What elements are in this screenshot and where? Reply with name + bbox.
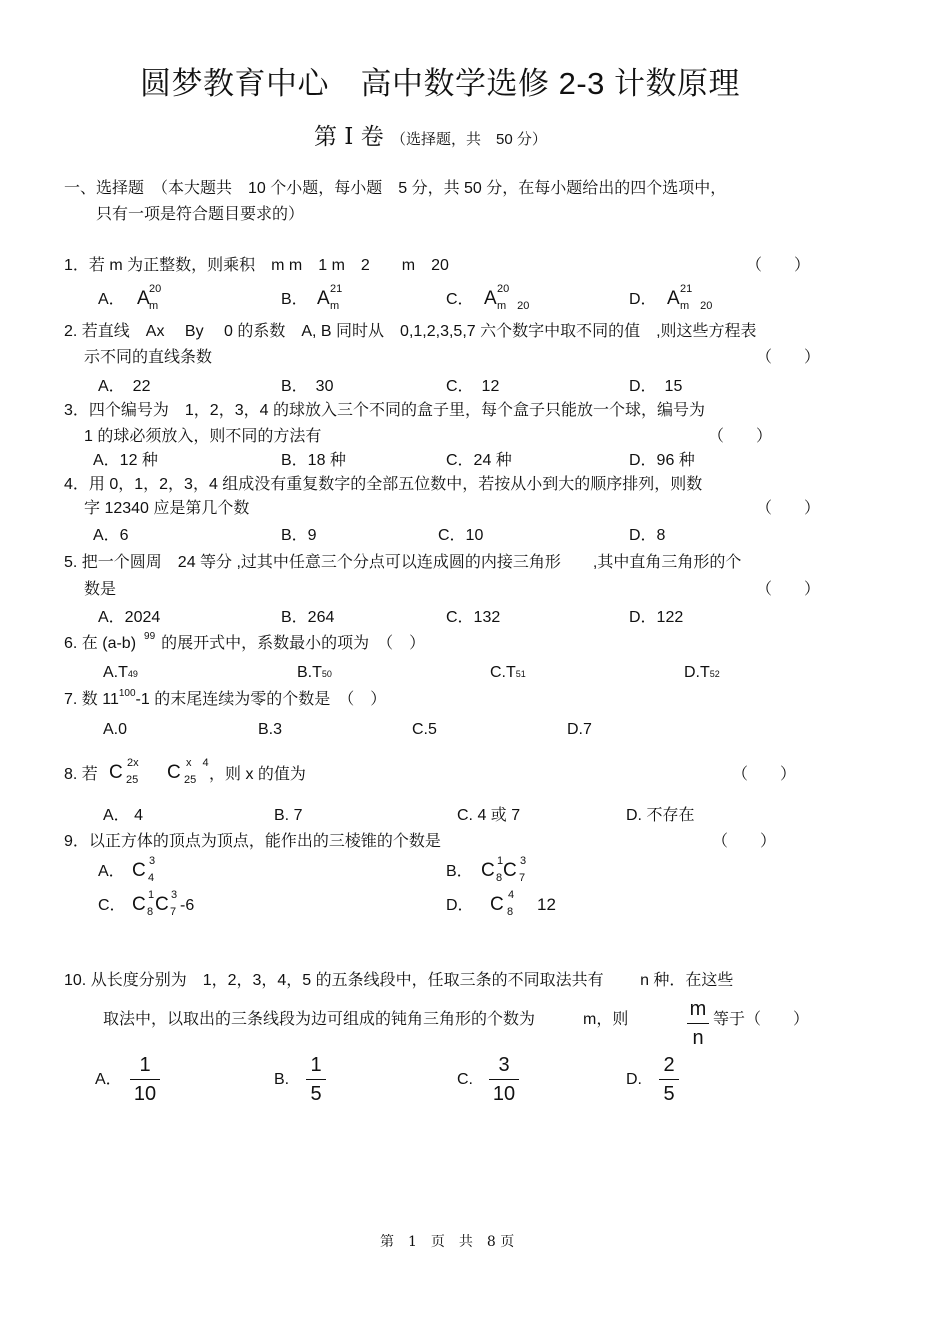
- q4-option-d: D．8: [629, 527, 666, 544]
- q6-option-d: [684, 665, 720, 681]
- q10-stem-line1: 10. 从长度分别为 1，2，3，4，5 的五条线段中，任取三条的不同取法共有 n 种．在这些: [64, 972, 734, 989]
- q10-stem-tail: 等于（ ）: [713, 1011, 810, 1028]
- q3-option-d: D．96 种: [629, 452, 695, 469]
- q1-option-b-sup: 21: [330, 283, 343, 295]
- q8-combination-2: C: [167, 762, 181, 783]
- q4-stem-line2: 字 12340 应是第几个数: [84, 500, 250, 517]
- page-number-footer: 第 1 页 共 8 页: [380, 1234, 515, 1250]
- q5-stem-line1: 5. 把一个圆周 24 等分 ,过其中任意三个分点可以连成圆的内接三角形 ,其中直角三角形的个: [64, 554, 742, 571]
- q5-stem-line2: 数是: [84, 581, 117, 598]
- q8-combination-2-sup: x 4: [186, 757, 209, 769]
- q9-option-d-sub: 8: [507, 906, 514, 918]
- q9-option-b-sup2: 3: [520, 855, 527, 867]
- q10-option-c-denominator: 10: [492, 1083, 516, 1105]
- q9-option-c-sup1: 1: [148, 889, 155, 901]
- q9-option-b-label: B．: [446, 863, 473, 880]
- q4-option-c: C．10: [438, 527, 484, 544]
- q8-answer-blank: （ ）: [732, 766, 797, 783]
- q10-option-a-denominator: 10: [133, 1083, 157, 1105]
- q9-option-c-c1: C: [132, 894, 146, 915]
- q1-option-b-sub: m: [330, 300, 340, 312]
- q1-option-c-symbol: A: [484, 288, 497, 309]
- q1-option-a-symbol: A: [137, 288, 150, 309]
- q9-option-d-sup: 4: [508, 889, 515, 901]
- q10-option-d-numerator: 2: [663, 1054, 675, 1076]
- q7-option-b: B.3: [258, 721, 283, 738]
- q3-stem-line1: 3．四个编号为 1，2，3，4 的球放入三个不同的盒子里，每个盒子只能放一个球，编号为: [64, 402, 705, 419]
- q5-option-b: B．264: [281, 609, 335, 626]
- q10-option-c-numerator: 3: [498, 1054, 510, 1076]
- q2-option-d: D． 15: [629, 378, 683, 395]
- q7-option-d: D.7: [567, 721, 592, 738]
- q4-stem-line1: 4．用 0，1，2，3，4 组成没有重复数字的全部五位数中，若按从小到大的顺序排列，则数: [64, 476, 703, 493]
- q3-option-b: B．18 种: [281, 452, 346, 469]
- q10-option-c-bar: [489, 1079, 519, 1080]
- q3-answer-blank: （ ）: [708, 428, 773, 445]
- q9-option-c-c2: C: [155, 894, 169, 915]
- q5-option-c: C．132: [446, 609, 501, 626]
- q6-stem: [64, 631, 426, 652]
- q8-combination-1: C: [109, 762, 123, 783]
- q1-answer-blank: （ ）: [746, 257, 811, 274]
- q7-stem-end: -1 的末尾连续为零的个数是 （ ）: [135, 691, 387, 708]
- q9-answer-blank: （ ）: [712, 833, 777, 850]
- q10-option-b-fraction: [306, 1055, 326, 1104]
- q10-option-d-fraction: [659, 1055, 679, 1104]
- q10-option-a-numerator: 1: [139, 1054, 151, 1076]
- q10-fraction-numerator: m: [689, 998, 707, 1020]
- q6-option-d-label: D.T: [684, 664, 710, 681]
- q10-stem-line2: 取法中，以取出的三条线段为边可组成的钝角三角形的个数为 m，则: [103, 1011, 629, 1028]
- q1-option-a-sup: 20: [149, 283, 162, 295]
- q5-answer-blank: （ ）: [756, 581, 821, 598]
- q9-option-b-sub1: 8: [496, 872, 503, 884]
- q9-option-a-label: A．: [98, 863, 125, 880]
- section-instructions-line1: 一、选择题 （本大题共 10 个小题，每小题 5 分，共 50 分，在每小题给出的四个选项中，: [64, 180, 727, 197]
- q10-option-d-bar: [659, 1079, 679, 1080]
- q9-option-c-sup2: 3: [171, 889, 178, 901]
- q1-option-d-sub: m 20: [680, 300, 713, 312]
- q5-option-a: A．2024: [98, 609, 161, 626]
- q10-option-d-denominator: 5: [663, 1083, 675, 1105]
- q7-option-a: A.0: [103, 721, 128, 738]
- q10-option-b-label: B.: [274, 1071, 290, 1088]
- q1-option-a-sub: m: [149, 300, 159, 312]
- q1-option-c-sup: 20: [497, 283, 510, 295]
- q10-option-c-label: C.: [457, 1071, 473, 1088]
- q3-option-a: A．12 种: [93, 452, 158, 469]
- q9-option-a-sup: 3: [149, 855, 156, 867]
- q3-option-c: C．24 种: [446, 452, 512, 469]
- q10-option-a-bar: [130, 1079, 160, 1080]
- q9-option-b-sup1: 1: [497, 855, 504, 867]
- q3-stem-line2: 1 的球必须放入，则不同的方法有: [84, 428, 322, 445]
- q7-option-c: C.5: [412, 721, 437, 738]
- q9-option-c-sub2: 7: [170, 906, 177, 918]
- q9-option-a-sub: 4: [148, 872, 155, 884]
- q6-stem-start: 6. 在 (a-b): [64, 635, 137, 652]
- q8-stem-end: ，则 x 的值为: [209, 766, 306, 783]
- q1-option-d-sup: 21: [680, 283, 693, 295]
- q10-option-b-denominator: 5: [310, 1083, 322, 1105]
- q10-fraction-m-over-n: [687, 999, 709, 1048]
- q1-option-d-label: D．: [629, 291, 657, 308]
- q10-option-a-label: A．: [95, 1071, 122, 1088]
- q1-option-c-label: C．: [446, 291, 474, 308]
- q1-option-d-symbol: A: [667, 288, 680, 309]
- q1-option-b-symbol: A: [317, 288, 330, 309]
- q10-option-a-fraction: [130, 1055, 160, 1104]
- q1-option-c-sub: m 20: [497, 300, 530, 312]
- q6-option-c-sub: 51: [515, 669, 526, 679]
- section-instructions-line2: 只有一项是符合题目要求的）: [96, 206, 305, 223]
- q8-option-d: D. 不存在: [626, 807, 695, 824]
- q6-option-b: [297, 665, 332, 681]
- part-label: 第 I 卷: [314, 124, 384, 150]
- q8-combination-1-sup: 2x: [127, 757, 139, 769]
- q1-option-a-label: A．: [98, 291, 125, 308]
- q9-option-d-c: C: [490, 894, 504, 915]
- q6-option-c-label: C.T: [490, 664, 516, 681]
- q4-option-a: A．6: [93, 527, 129, 544]
- q4-answer-blank: （ ）: [756, 500, 821, 517]
- q9-option-d-tail: 12: [537, 895, 556, 914]
- q7-stem-start: 7. 数 11: [64, 691, 119, 708]
- q9-option-b-c1: C: [481, 860, 495, 881]
- q9-option-b-c2: C: [503, 860, 517, 881]
- q2-answer-blank: （ ）: [756, 349, 821, 366]
- q10-fraction-bar: [687, 1023, 709, 1024]
- q8-option-b: B. 7: [274, 807, 303, 824]
- q10-option-b-bar: [306, 1079, 326, 1080]
- q8-stem-start: 8. 若: [64, 766, 98, 783]
- q9-stem: 9．以正方体的顶点为顶点，能作出的三棱锥的个数是: [64, 833, 441, 850]
- q9-option-b-sub2: 7: [519, 872, 526, 884]
- q6-option-c: [490, 665, 526, 681]
- q9-option-c-label: C．: [98, 897, 126, 914]
- q10-option-d-label: D.: [626, 1071, 642, 1088]
- part-note: （选择题，共 50 分）: [391, 131, 547, 148]
- q8-combination-2-sub: 25: [184, 774, 197, 786]
- q6-option-a-sub: 49: [127, 669, 138, 679]
- part-heading: [314, 126, 547, 149]
- q9-option-d-label: D．: [446, 897, 474, 914]
- q7-stem: [64, 688, 387, 708]
- page-title: 圆梦教育中心 高中数学选修 2-3 计数原理: [140, 66, 741, 101]
- q6-option-d-sub: 52: [709, 669, 720, 679]
- q6-option-b-sub: 50: [321, 669, 332, 679]
- q10-option-b-numerator: 1: [310, 1054, 322, 1076]
- q6-option-b-label: B.T: [297, 664, 322, 681]
- q9-option-c-tail: -6: [180, 897, 195, 914]
- q6-option-a-label: A.T: [103, 664, 128, 681]
- q5-option-d: D．122: [629, 609, 684, 626]
- q8-option-a: A． 4: [103, 807, 144, 824]
- q1-option-b-label: B．: [281, 291, 308, 308]
- q9-option-c-sub1: 8: [147, 906, 154, 918]
- q6-exponent: 99: [144, 631, 156, 642]
- q6-option-a: [103, 665, 138, 681]
- q8-combination-1-sub: 25: [126, 774, 139, 786]
- q10-fraction-denominator: n: [692, 1027, 704, 1049]
- q2-stem-line1: 2. 若直线 Ax By 0 的系数 A, B 同时从 0,1,2,3,5,7 六个数字中取不同的值 ,则这些方程表: [64, 323, 757, 340]
- q2-option-b: B． 30: [281, 378, 334, 395]
- q6-stem-end: 的展开式中，系数最小的项为 （ ）: [161, 635, 426, 652]
- q9-option-a-c: C: [132, 860, 146, 881]
- q2-option-c: C． 12: [446, 378, 500, 395]
- q2-stem-line2: 示不同的直线条数: [84, 349, 213, 366]
- q7-exponent: 100: [118, 688, 136, 699]
- q10-option-c-fraction: [489, 1055, 519, 1104]
- q2-option-a: A． 22: [98, 378, 151, 395]
- q4-option-b: B．9: [281, 527, 317, 544]
- q1-stem: 1．若 m 为正整数，则乘积 m m 1 m 2 m 20: [64, 257, 449, 274]
- q8-option-c: C. 4 或 7: [457, 807, 521, 824]
